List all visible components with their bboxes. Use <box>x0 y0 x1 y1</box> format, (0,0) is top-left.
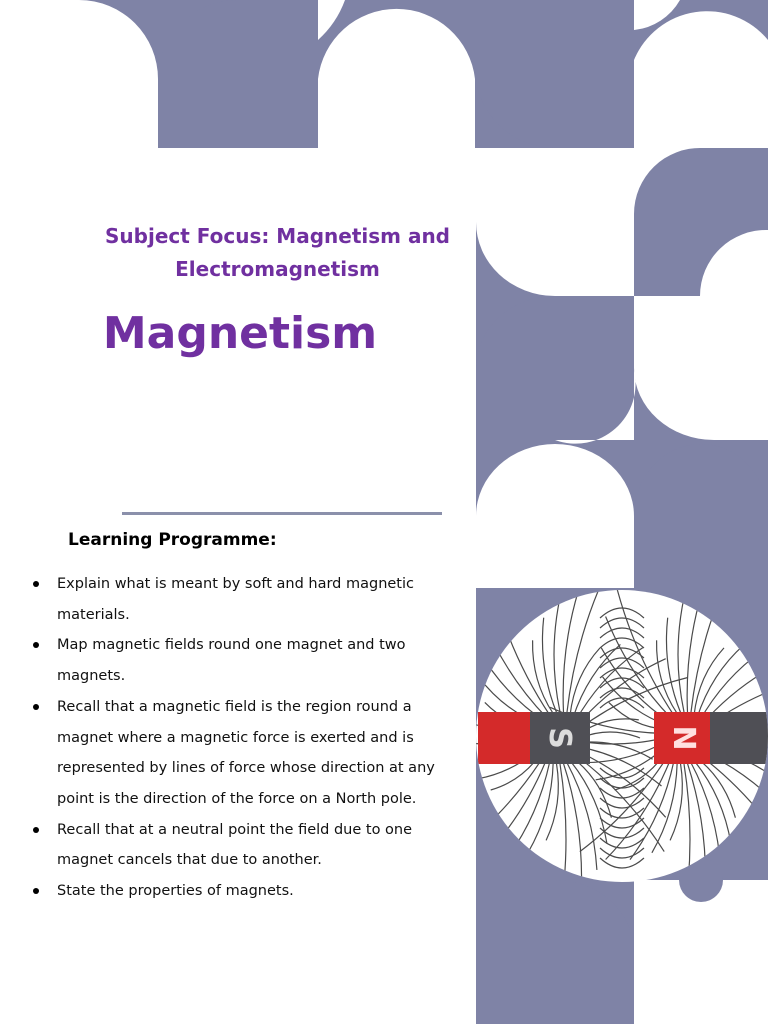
subject-focus-line2: Electromagnetism <box>175 257 380 281</box>
list-item-text: Recall that at a neutral point the field due to one magnet cancels that due to another. <box>57 821 413 869</box>
list-item-text: Explain what is meant by soft and hard magnetic materials. <box>57 576 414 623</box>
list-item-text: Recall that a magnetic field is the region round a magnet where a magnetic force is exerted and is represented by lines of force whose direction at any point is the direction of the force on a North pole. <box>57 698 435 807</box>
list-item <box>0 876 450 907</box>
learning-programme-heading: Learning Programme: <box>68 530 277 550</box>
list-item <box>0 630 450 691</box>
list-item <box>0 815 450 876</box>
subject-focus <box>40 220 515 286</box>
list-item <box>0 569 450 630</box>
list-item <box>0 692 450 815</box>
bullet-icon <box>33 888 39 894</box>
bullet-icon <box>33 827 39 833</box>
list-item-text: State the properties of magnets. <box>57 883 294 900</box>
bullet-icon <box>33 642 39 648</box>
bullet-icon <box>33 581 39 587</box>
list-item-text: Map magnetic fields round one magnet and two magnets. <box>57 637 406 685</box>
divider <box>122 512 442 515</box>
magnet-pole-n: N <box>666 725 701 751</box>
magnet-pole-s: S <box>542 727 577 749</box>
subject-focus-line1: Subject Focus: Magnetism and <box>105 224 450 248</box>
bullet-icon <box>33 704 39 710</box>
learning-programme-list <box>0 569 450 907</box>
page-title: Magnetism <box>102 308 378 359</box>
